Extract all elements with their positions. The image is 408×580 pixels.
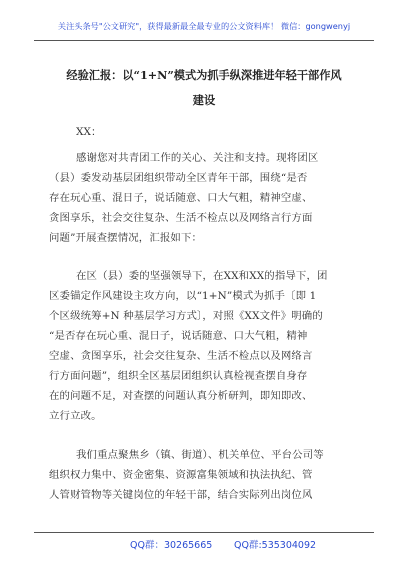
body-line: 存在玩心重、混日子，说话随意、口大气粗，精神空虚、 [49, 192, 313, 204]
header-notice: 关注头条号"公文研究"，获得最新最全最专业的公文资料库！ 微信：gongwenyj [57, 21, 351, 31]
body-line: 感谢您对共青团工作的关心、关注和支持。现将团区 [76, 152, 319, 164]
page-footer [34, 532, 374, 557]
body-line: 在的问题不足，对查摆的问题认真分析研判，即知即改、 [49, 390, 313, 402]
document-title-line-1: 经验汇报：以“1+N”模式为抓手纵深推进年轻干部作风 [66, 68, 342, 82]
body-line: “是否存在玩心重、混日子，说话随意、口大气粗，精神 [49, 330, 308, 342]
footer-qq-group-1: QQ群：30265665 [130, 540, 213, 551]
body-line: 区委锚定作风建设主攻方向，以“1+N”模式为抓手〔即 1 [49, 290, 317, 302]
body-line: 行方面问题”，组织全区基层团组织认真检视查摆自身存 [49, 370, 308, 382]
salutation: XX： [76, 126, 102, 138]
document-title-line-2: 建设 [192, 93, 216, 107]
body-line: （县）委发动基层团组织带动全区青年干部，围绕“是否 [49, 172, 308, 184]
body-line: 组织权力集中、资金密集、资源富集领域和执法执纪、管 [49, 469, 313, 481]
body-line: 个区级统筹+N 种基层学习方式〕，对照《XX文件》明确的 [49, 310, 323, 322]
body-line: 贪图享乐，社会交往复杂、生活不检点以及网络言行方面 [49, 212, 313, 224]
body-line: 人管财管物等关键岗位的年轻干部，结合实际列出岗位风 [49, 489, 313, 501]
body-line: 在区（县）委的坚强领导下，在XX和XX的指导下，团 [76, 270, 328, 282]
body-line: 问题”开展查摆情况，汇报如下： [49, 232, 203, 244]
page-header [34, 14, 374, 41]
body-line: 我们重点聚焦乡（镇、街道）、机关单位、平台公司等 [76, 449, 324, 461]
footer-qq-group-2: QQ群:535304092 [234, 540, 317, 551]
body-line: 立行立改。 [49, 410, 102, 422]
body-line: 空虚、贪图享乐，社会交往复杂、生活不检点以及网络言 [49, 350, 313, 362]
